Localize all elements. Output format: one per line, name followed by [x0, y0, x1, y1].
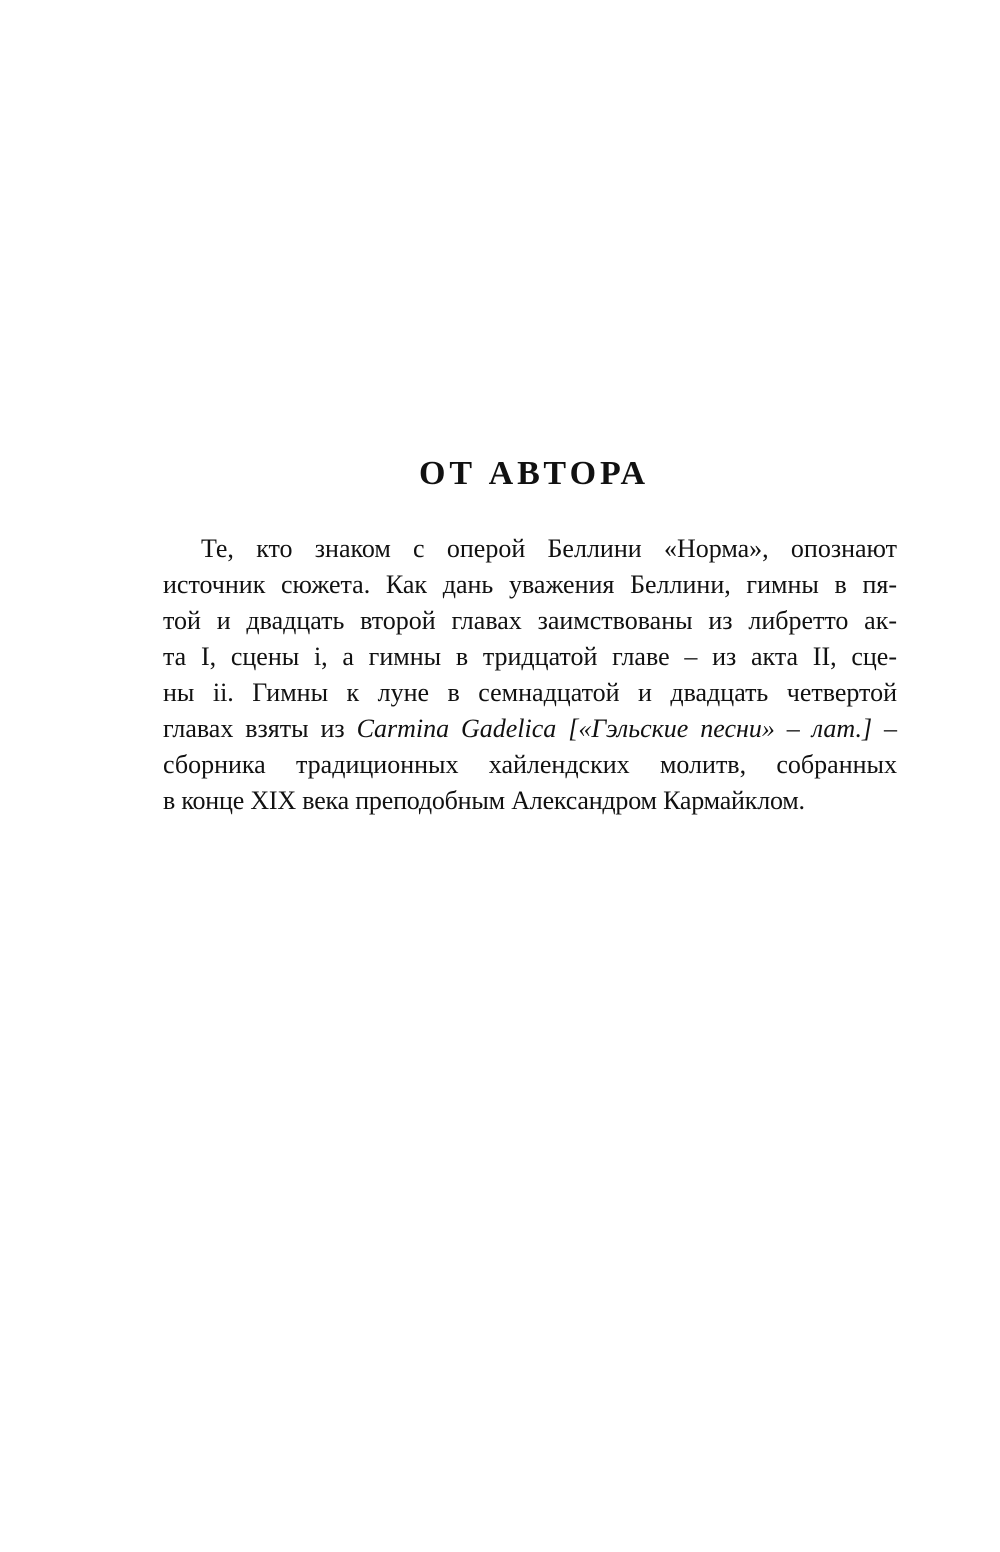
italic-citation: Carmina Gadelica [«Гэльские песни» – лат.]: [356, 714, 873, 743]
paragraph-line: в конце XIX века преподобным Александром Кармайклом.: [163, 786, 805, 815]
paragraph-line: та I, сцены i, а гимны в тридцатой главе – из акта II, сце-: [163, 642, 897, 671]
author-note-paragraph: [163, 531, 897, 819]
line-text: –: [872, 714, 898, 743]
section-heading: ОТ АВТОРА: [418, 455, 650, 492]
paragraph-line: ны ii. Гимны к луне в семнадцатой и двадцать четвертой: [163, 678, 897, 707]
paragraph-line: [163, 711, 897, 747]
paragraph-line: той и двадцать второй главах заимствованы из либретто ак-: [163, 606, 897, 635]
paragraph-line: источник сюжета. Как дань уважения Беллини, гимны в пя-: [163, 570, 897, 599]
paragraph-line: Те, кто знаком с оперой Беллини «Норма», опознают: [201, 534, 897, 563]
paragraph-line: сборника традиционных хайлендских молитв, собранных: [163, 750, 897, 779]
line-text: главах взяты из: [163, 714, 357, 743]
